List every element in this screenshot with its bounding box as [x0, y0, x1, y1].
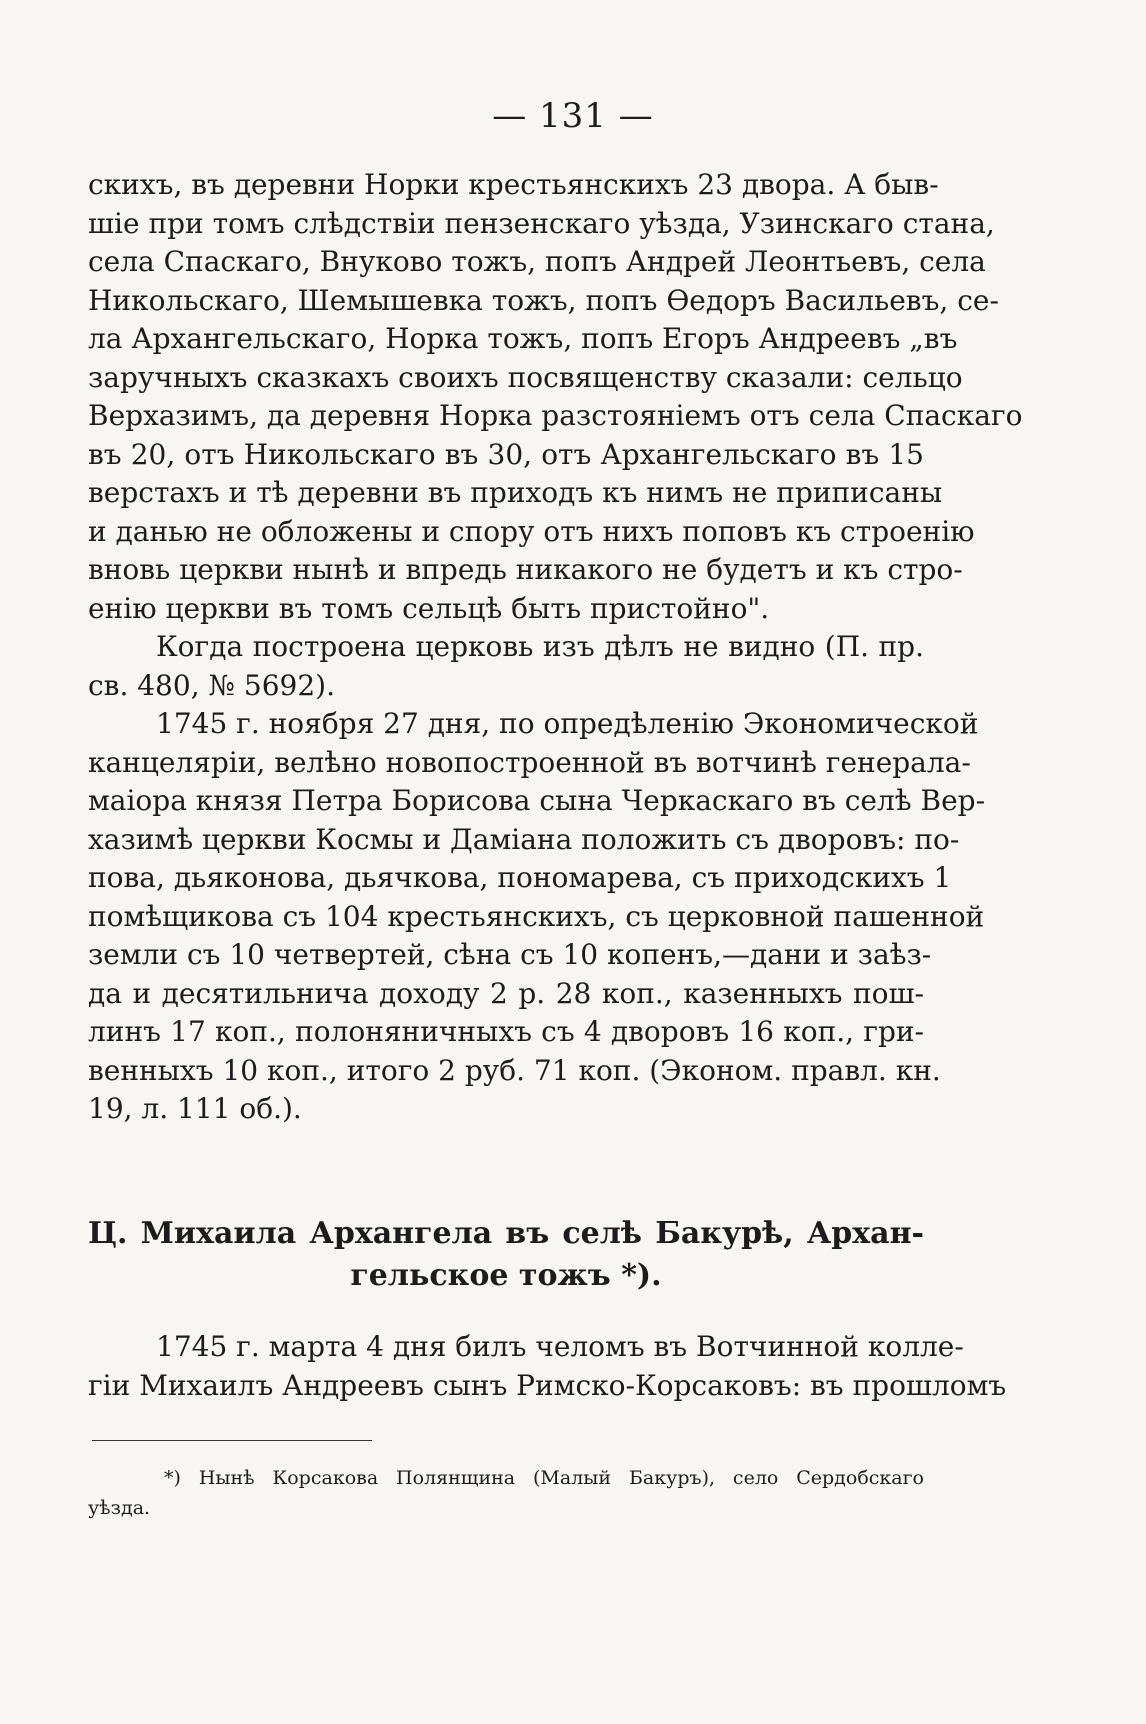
- text-line: маіора князя Петра Борисова сына Черкаскаго въ селѣ Вер-: [88, 784, 986, 817]
- footnote-line: *) Нынѣ Корсакова Полянщина (Малый Бакуръ), село Сердобскаго: [164, 1467, 924, 1489]
- heading-line: гельское тожъ *).: [350, 1258, 662, 1293]
- paragraph-4: [88, 1328, 1007, 1405]
- text-line: шіе при томъ слѣдствіи пензенскаго уѣзда, Узинскаго стана,: [88, 206, 995, 240]
- text-line: заручныхъ сказкахъ своихъ посвященству сказали: сельцо: [88, 360, 963, 394]
- text-line: въ 20, отъ Никольскаго въ 30, отъ Архангельскаго въ 15: [88, 437, 924, 471]
- text-line: да и десятильнича доходу 2 р. 28 коп., казенныхъ пош-: [88, 976, 924, 1010]
- text-line: хазимѣ церкви Космы и Даміана положить съ дворовъ: по-: [88, 822, 960, 856]
- paragraph-1: [88, 166, 1023, 628]
- text-line: Верхазимъ, да деревня Норка разстояніемъ отъ села Спаскаго: [88, 399, 1023, 432]
- text-line: св. 480, № 5692).: [88, 668, 335, 702]
- page-number: — 131 —: [492, 96, 654, 136]
- text-line: и данью не обложены и спору отъ нихъ поповъ къ строенію: [88, 514, 975, 548]
- text-line: села Спаскаго, Внуково тожъ, попъ Андрей Леонтьевъ, села: [88, 245, 986, 278]
- text-line: 1745 г. марта 4 дня билъ челомъ въ Вотчинной колле-: [156, 1330, 964, 1363]
- paragraph-2: [88, 628, 924, 705]
- heading-line: Ц. Михаила Архангела въ селѣ Бакурѣ, Архан-: [88, 1216, 924, 1251]
- footnote-line: уѣзда.: [88, 1497, 151, 1519]
- text-line: помѣщикова съ 104 крестьянскихъ, съ церковной пашенной: [88, 899, 985, 933]
- paragraph-3: [88, 705, 986, 1129]
- footnote: [88, 1463, 924, 1523]
- text-line: вновь церкви нынѣ и впредь никакого не будетъ и къ стро-: [88, 553, 963, 586]
- text-line: гіи Михаилъ Андреевъ сынъ Римско-Корсаковъ: въ прошломъ: [88, 1368, 1007, 1402]
- text-line: венныхъ 10 коп., итого 2 руб. 71 коп. (Эконом. правл. кн.: [88, 1053, 941, 1087]
- body-text: [88, 166, 1023, 1129]
- text-line: канцеляріи, велѣно новопостроенной въ вотчинѣ генерала-: [88, 745, 971, 779]
- text-line: енію церкви въ томъ сельцѣ быть пристойно".: [88, 591, 770, 625]
- text-line: линъ 17 коп., полоняничныхъ съ 4 дворовъ 16 коп., гри-: [88, 1015, 924, 1048]
- text-line: скихъ, въ деревни Норки крестьянскихъ 23 двора. А быв-: [88, 168, 939, 201]
- section-heading: [88, 1213, 924, 1297]
- text-line: Никольскаго, Шемышевка тожъ, попъ Ѳедоръ Васильевъ, се-: [88, 283, 999, 317]
- text-line: ла Архангельскаго, Норка тожъ, попъ Егоръ Андреевъ „въ: [88, 322, 958, 355]
- text-line: верстахъ и тѣ деревни въ приходъ къ нимъ не приписаны: [88, 476, 943, 509]
- text-line: земли съ 10 четвертей, сѣна съ 10 копенъ,—дани и заѣз-: [88, 938, 932, 971]
- text-line: пова, дьяконова, дьячкова, пономарева, съ приходскихъ 1: [88, 861, 952, 894]
- text-line: 1745 г. ноября 27 дня, по опредѣленію Экономической: [156, 707, 979, 740]
- text-line: 19, л. 111 об.).: [88, 1092, 302, 1125]
- footnote-divider: [92, 1440, 372, 1441]
- text-line: Когда построена церковь изъ дѣлъ не видно (П. пр.: [156, 630, 924, 663]
